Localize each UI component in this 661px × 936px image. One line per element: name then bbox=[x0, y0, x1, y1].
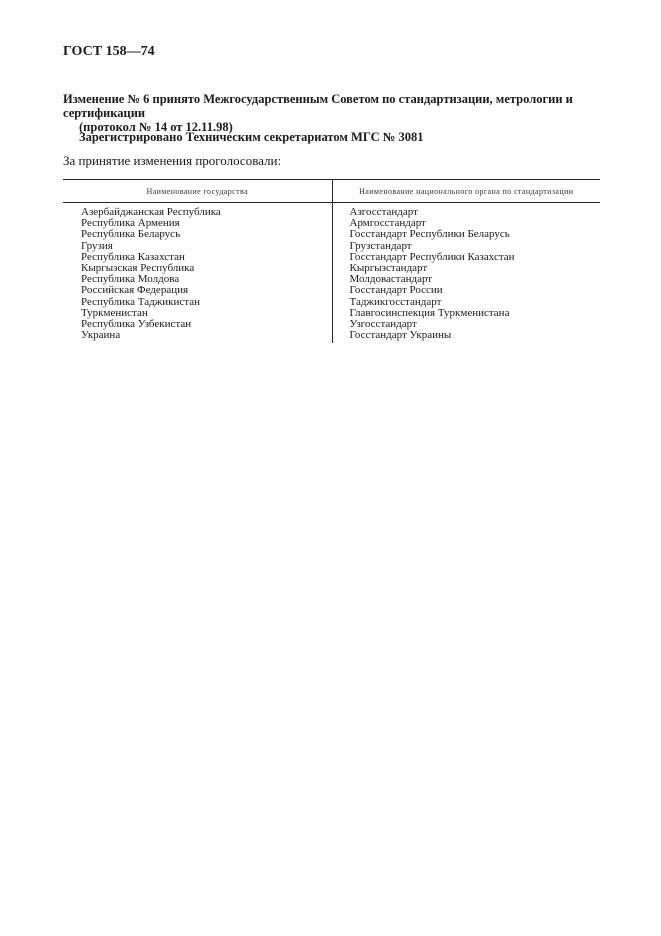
state-name: Кыргызская Республика bbox=[63, 263, 332, 274]
state-name: Азербайджанская Республика bbox=[63, 203, 332, 219]
state-name: Российская Федерация bbox=[63, 285, 332, 296]
voting-table bbox=[63, 179, 600, 343]
table-header-row bbox=[63, 180, 600, 203]
state-name: Украина bbox=[63, 330, 332, 343]
state-name: Республика Беларусь bbox=[63, 229, 332, 240]
table-row bbox=[63, 229, 600, 240]
table-body bbox=[63, 203, 600, 344]
state-name: Республика Армения bbox=[63, 218, 332, 229]
state-name: Грузия bbox=[63, 241, 332, 252]
standards-body-name: Главгосинспекция Туркменистана bbox=[349, 306, 510, 319]
amendment-statement bbox=[63, 92, 611, 134]
table-row bbox=[63, 319, 600, 330]
voting-table-container bbox=[63, 179, 600, 343]
standards-body-name: Грузстандарт bbox=[349, 239, 412, 252]
standards-body-name: Госстандарт Украины bbox=[349, 329, 452, 342]
standards-body-name: Армгосстандарт bbox=[349, 217, 426, 230]
voted-intro: За принятие изменения проголосовали: bbox=[63, 153, 282, 168]
amendment-line-1: Изменение № 6 принято Межгосударственным Советом по стандартизации, метрологии и сертификации bbox=[63, 92, 573, 120]
standards-body-name: Госстандарт Республики Беларусь bbox=[349, 228, 510, 241]
state-name: Республика Узбекистан bbox=[63, 319, 332, 330]
state-name: Туркменистан bbox=[63, 308, 332, 319]
table-row bbox=[63, 203, 600, 219]
standards-body-name: Азгосстандарт bbox=[349, 206, 418, 218]
standards-body-name: Таджикгосстандарт bbox=[349, 295, 442, 308]
registration-note: Зарегистрировано Техническим секретариатом МГС № 3081 bbox=[79, 130, 424, 144]
table-row bbox=[63, 285, 600, 296]
header-standards-body: Наименование национального органа по стандартизации bbox=[332, 180, 600, 203]
document-code: ГОСТ 158—74 bbox=[63, 44, 155, 59]
standards-body-name: Госстандарт Республики Казахстан bbox=[349, 250, 515, 263]
state-name: Республика Казахстан bbox=[63, 252, 332, 263]
standards-body-name: Узгосстандарт bbox=[349, 318, 417, 331]
standards-body-name: Молдовастандарт bbox=[349, 273, 433, 286]
state-name: Республика Таджикистан bbox=[63, 297, 332, 308]
table-row bbox=[63, 330, 600, 343]
header-state: Наименование государства bbox=[63, 180, 332, 203]
amendment-line-2: (протокол № 14 от 12.11.98) bbox=[79, 120, 233, 134]
state-name: Республика Молдова bbox=[63, 274, 332, 285]
standards-body-name: Кыргызстандарт bbox=[349, 262, 428, 275]
standards-body-name: Госстандарт России bbox=[349, 284, 443, 297]
